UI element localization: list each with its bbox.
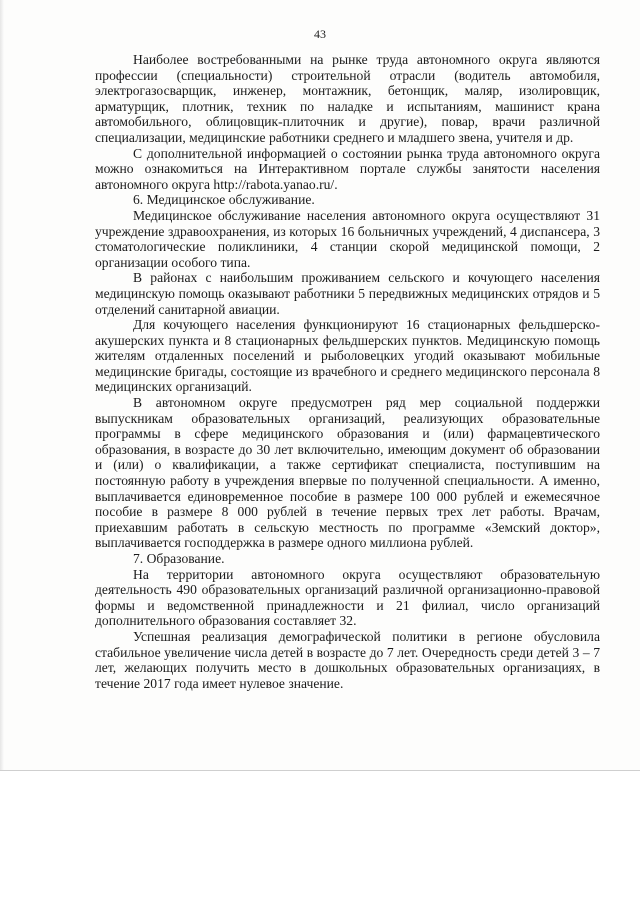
paragraph-labor-market: Наиболее востребованными на рынке труда автономного округа являются профессии (специальности) строительной отрасли (водитель автомобиля, электрогазосварщик, инженер, монтажник, бетонщик, маляр, изолировщик, арматурщик, плотник, техник по наладке и испытаниям, машинист крана автомобильного, облицовщик-плиточник и другие), повар, врачи различной специализации, медицинские работники среднего и младшего звена, учителя и др.: [95, 52, 600, 145]
paragraph-medical-rural: В районах с наибольшим проживанием сельского и кочующего населения медицинскую помощь оказывают работники 5 передвижных медицинских отрядов и 5 отделений санитарной авиации.: [95, 270, 600, 317]
page-number: 43: [314, 27, 326, 41]
scan-bottom-edge: [0, 770, 640, 771]
scan-edge-shading: [0, 0, 4, 770]
paragraph-medical-institutions: Медицинское обслуживание населения автономного округа осуществляют 31 учреждение здравоохранения, из которых 16 больничных учреждений, 4 диспансера, 3 стоматологические поликлиники, 4 станции скорой медицинской помощи, 2 организации особого типа.: [95, 207, 600, 270]
paragraph-education-orgs: На территории автономного округа осуществляют образовательную деятельность 490 образовательных организаций различной организационно-правовой формы и ведомственной принадлежности и 21 филиал, число организаций дополнительного образования составляет 32.: [95, 566, 600, 629]
section-heading-education: 7. Образование.: [133, 551, 225, 566]
paragraph-education-demography: Успешная реализация демографической политики в регионе обусловила стабильное увеличение числа детей в возрасте до 7 лет. Очередность среди детей 3 – 7 лет, желающих получить место в дошкольных образовательных организациях, в течение 2017 года имеет нулевое значение.: [95, 628, 600, 691]
document-body: [95, 52, 600, 691]
paragraph-medical-nomadic: Для кочующего населения функционируют 16 стационарных фельдшерско-акушерских пункта и 8 стационарных фельдшерских пунктов. Медицинскую помощь жителям отдаленных поселений и рыболовецких угодий оказывают мобильные медицинские бригады, состоящие из врачебного и среднего медицинского персонала 8 медицинских организаций.: [95, 317, 600, 395]
paragraph-medical-support: В автономном округе предусмотрен ряд мер социальной поддержки выпускникам образовательных организаций, реализующих образовательные программы в сфере медицинского образования и (или) фармацевтического образования, в возрасте до 30 лет включительно, имеющим документ об образовании и (или) о квалификации, а также сертификат специалиста, поступившим на постоянную работу в учреждения впервые по полученной специальности. А именно, выплачивается единовременное пособие в размере 100 000 рублей и ежемесячное пособие в размере 8 000 рублей в течение первых трех лет работы. Врачам, приехавшим работать в сельскую местность по программе «Земский доктор», выплачивается господдержка в размере одного миллиона рублей.: [95, 395, 600, 551]
section-heading-medical: 6. Медицинское обслуживание.: [133, 192, 315, 208]
paragraph-labor-portal: С дополнительной информацией о состоянии рынка труда автономного округа можно ознакомиться на Интерактивном портале службы занятости населения автономного округа http://rabota.yanao.ru/.: [95, 145, 600, 192]
